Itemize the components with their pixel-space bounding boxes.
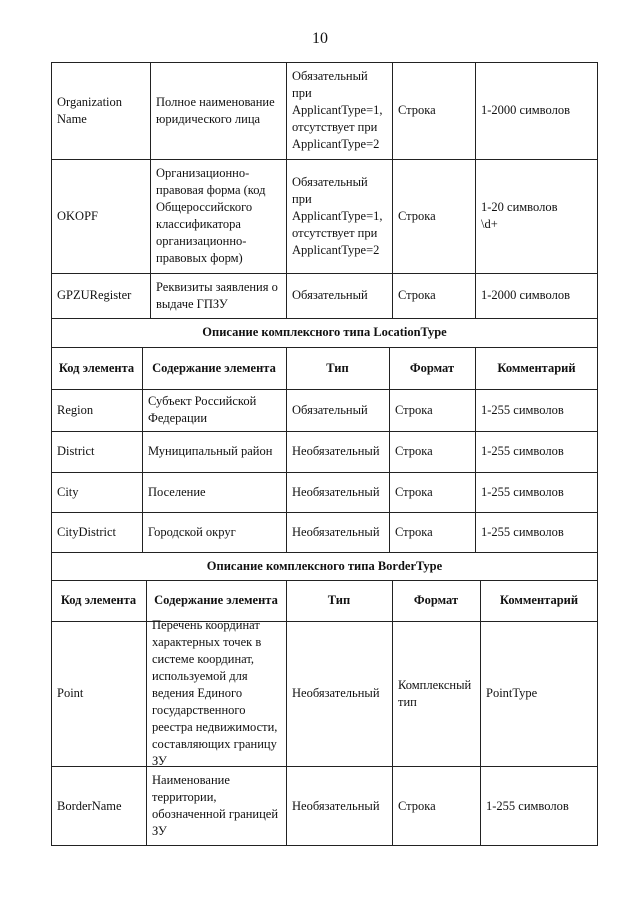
element-type: Необязательный [292, 484, 380, 499]
element-code: BorderName [57, 798, 122, 813]
element-type: Обязательный [292, 288, 368, 302]
element-format: Строка [398, 798, 436, 813]
element-comment: 1-255 символов [481, 484, 564, 499]
element-comment: 1-255 символов [481, 524, 564, 539]
element-comment: 1-2000 символов [481, 288, 570, 302]
element-format: Строка [398, 288, 436, 302]
element-content: Организационно- правовая форма (код Общероссийского классификатора организационно- правовых форм) [156, 166, 266, 265]
column-header: Формат [409, 360, 455, 375]
section-title: Описание комплексного типа BorderType [206, 558, 443, 573]
element-code: Region [57, 402, 94, 417]
element-code: City [57, 484, 79, 499]
element-format: Строка [395, 444, 433, 458]
element-content: Полное наименование юридического лица [156, 94, 275, 126]
column-header: Код элемента [58, 360, 135, 375]
element-comment: PointType [486, 686, 538, 700]
element-code: GPZURegister [57, 288, 132, 302]
element-code: Point [57, 686, 84, 700]
element-content: Городской округ [148, 524, 236, 539]
element-type: Обязательный при ApplicantType=1, отсутствует при ApplicantType=2 [292, 174, 383, 257]
element-comment: 1-255 символов [481, 402, 564, 417]
element-content: Поселение [148, 484, 206, 499]
element-comment: 1-2000 символов [481, 103, 570, 117]
element-type: Обязательный при ApplicantType=1, отсутствует при ApplicantType=2 [292, 69, 383, 151]
element-format: Комплексный тип [398, 677, 472, 709]
element-type: Необязательный [292, 444, 380, 458]
column-header: Тип [327, 593, 351, 607]
element-code: Organization Name [57, 94, 123, 126]
element-format: Строка [398, 103, 436, 117]
page-number: 10 [312, 30, 328, 47]
column-header: Комментарий [499, 593, 579, 607]
element-type: Обязательный [292, 402, 368, 417]
element-type: Необязательный [292, 798, 380, 813]
element-type: Необязательный [292, 686, 380, 700]
element-comment: 1-20 символов \d+ [481, 200, 558, 231]
element-type: Необязательный [292, 524, 380, 539]
column-header: Код элемента [60, 593, 137, 607]
element-code: District [57, 444, 95, 458]
column-header: Формат [413, 593, 459, 607]
column-header: Содержание элемента [152, 360, 276, 375]
element-content: Перечень координат характерных точек в системе координат, используемой для ведения Единого государственного реестра недвижимости, составляющих границу ЗУ [152, 618, 278, 768]
element-format: Строка [395, 484, 433, 499]
element-format: Строка [395, 524, 433, 539]
element-comment: 1-255 символов [486, 798, 569, 813]
section-title: Описание комплексного типа LocationType [202, 325, 447, 339]
element-content: Субъект Российской Федерации [148, 394, 257, 425]
element-content: Наименование территории, обозначенной границей ЗУ [152, 773, 279, 838]
element-comment: 1-255 символов [481, 444, 564, 458]
element-format: Строка [398, 208, 436, 223]
element-content: Муниципальный район [148, 444, 273, 458]
column-header: Тип [326, 360, 349, 375]
element-content: Реквизиты заявления о выдаче ГПЗУ [156, 279, 278, 311]
element-code: CityDistrict [57, 524, 117, 539]
column-header: Комментарий [497, 360, 576, 375]
element-format: Строка [395, 402, 433, 417]
column-header: Содержание элемента [154, 593, 278, 607]
element-code: OKOPF [57, 208, 98, 223]
